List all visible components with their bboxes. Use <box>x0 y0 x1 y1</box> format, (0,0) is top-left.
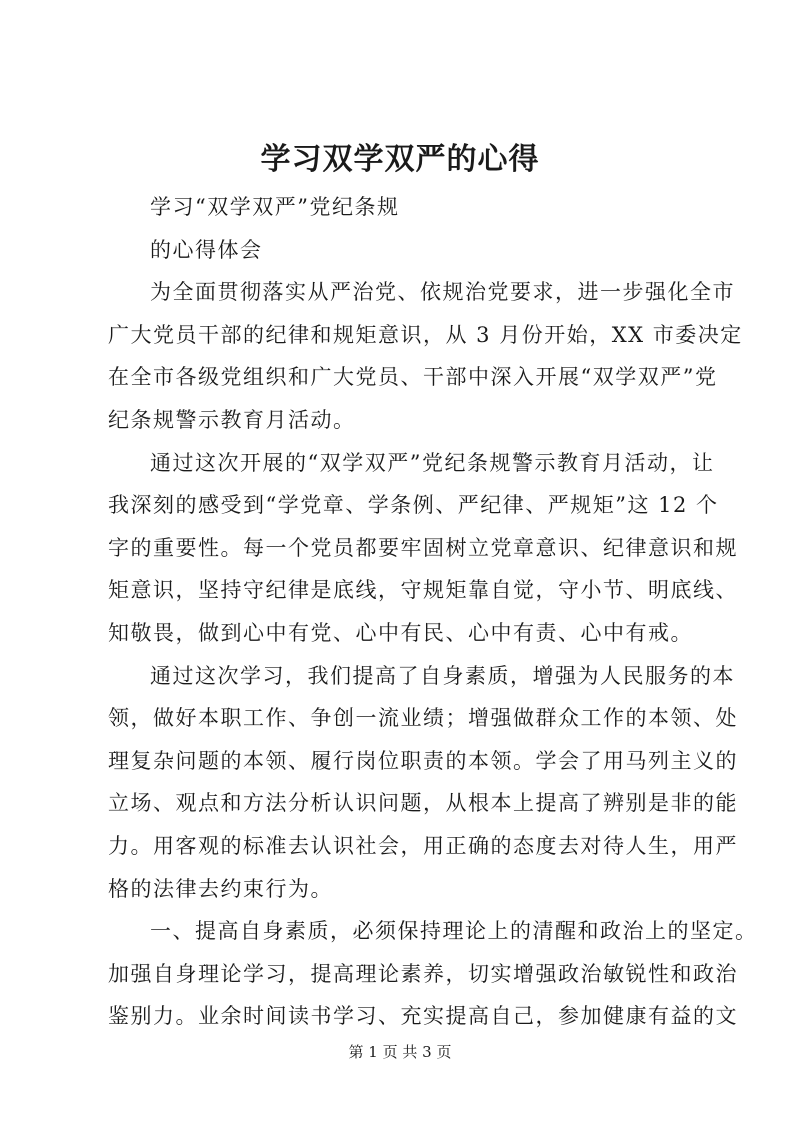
text-line: 鉴别力。业余时间读书学习、充实提高自己，参加健康有益的文 <box>108 1004 738 1029</box>
text-line: 学习“双学双严”党纪条规 <box>150 195 400 219</box>
text-line: 一、提高自身素质，必须保持理论上的清醒和政治上的坚定。 <box>150 919 758 944</box>
text-line: 矩意识，坚持守纪律是底线，守规矩靠自觉，守小节、明底线、 <box>108 578 738 603</box>
text-line: 在全市各级党组织和广大党员、干部中深入开展“双学双严”党 <box>108 365 718 390</box>
text-line: 为全面贯彻落实从严治党、依规治党要求，进一步强化全市 <box>150 280 735 305</box>
document-title: 学习双学双严的心得 <box>260 142 540 177</box>
text-line: 纪条规警示教育月活动。 <box>108 407 356 432</box>
document-body <box>108 186 758 1038</box>
text-line: 的心得体会 <box>150 237 263 262</box>
text-line: 字的重要性。每一个党员都要牢固树立党章意识、纪律意识和规 <box>108 535 738 560</box>
text-line: 理复杂问题的本领、履行岗位职责的本领。学会了用马列主义的 <box>108 748 738 773</box>
text-line: 知敬畏，做到心中有党、心中有民、心中有责、心中有戒。 <box>108 620 693 645</box>
text-line: 格的法律去约束行为。 <box>108 876 333 901</box>
text-line: 广大党员干部的纪律和规矩意识，从 3 月份开始，XX 市委决定 <box>108 322 743 347</box>
text-line: 通过这次学习，我们提高了自身素质，增强为人民服务的本 <box>150 663 735 688</box>
text-line: 力。用客观的标准去认识社会，用正确的态度去对待人生，用严 <box>108 833 738 858</box>
page-footer: 第 1 页 共 3 页 <box>348 1043 452 1061</box>
text-line: 加强自身理论学习，提高理论素养，切实增强政治敏锐性和政治 <box>108 961 738 986</box>
text-line: 立场、观点和方法分析认识问题，从根本上提高了辨别是非的能 <box>108 791 738 816</box>
text-line: 通过这次开展的“双学双严”党纪条规警示教育月活动，让 <box>150 450 715 475</box>
text-line: 我深刻的感受到“学党章、学条例、严纪律、严规矩”这 12 个 <box>108 493 719 518</box>
text-line: 领，做好本职工作、争创一流业绩；增强做群众工作的本领、处 <box>108 706 738 731</box>
